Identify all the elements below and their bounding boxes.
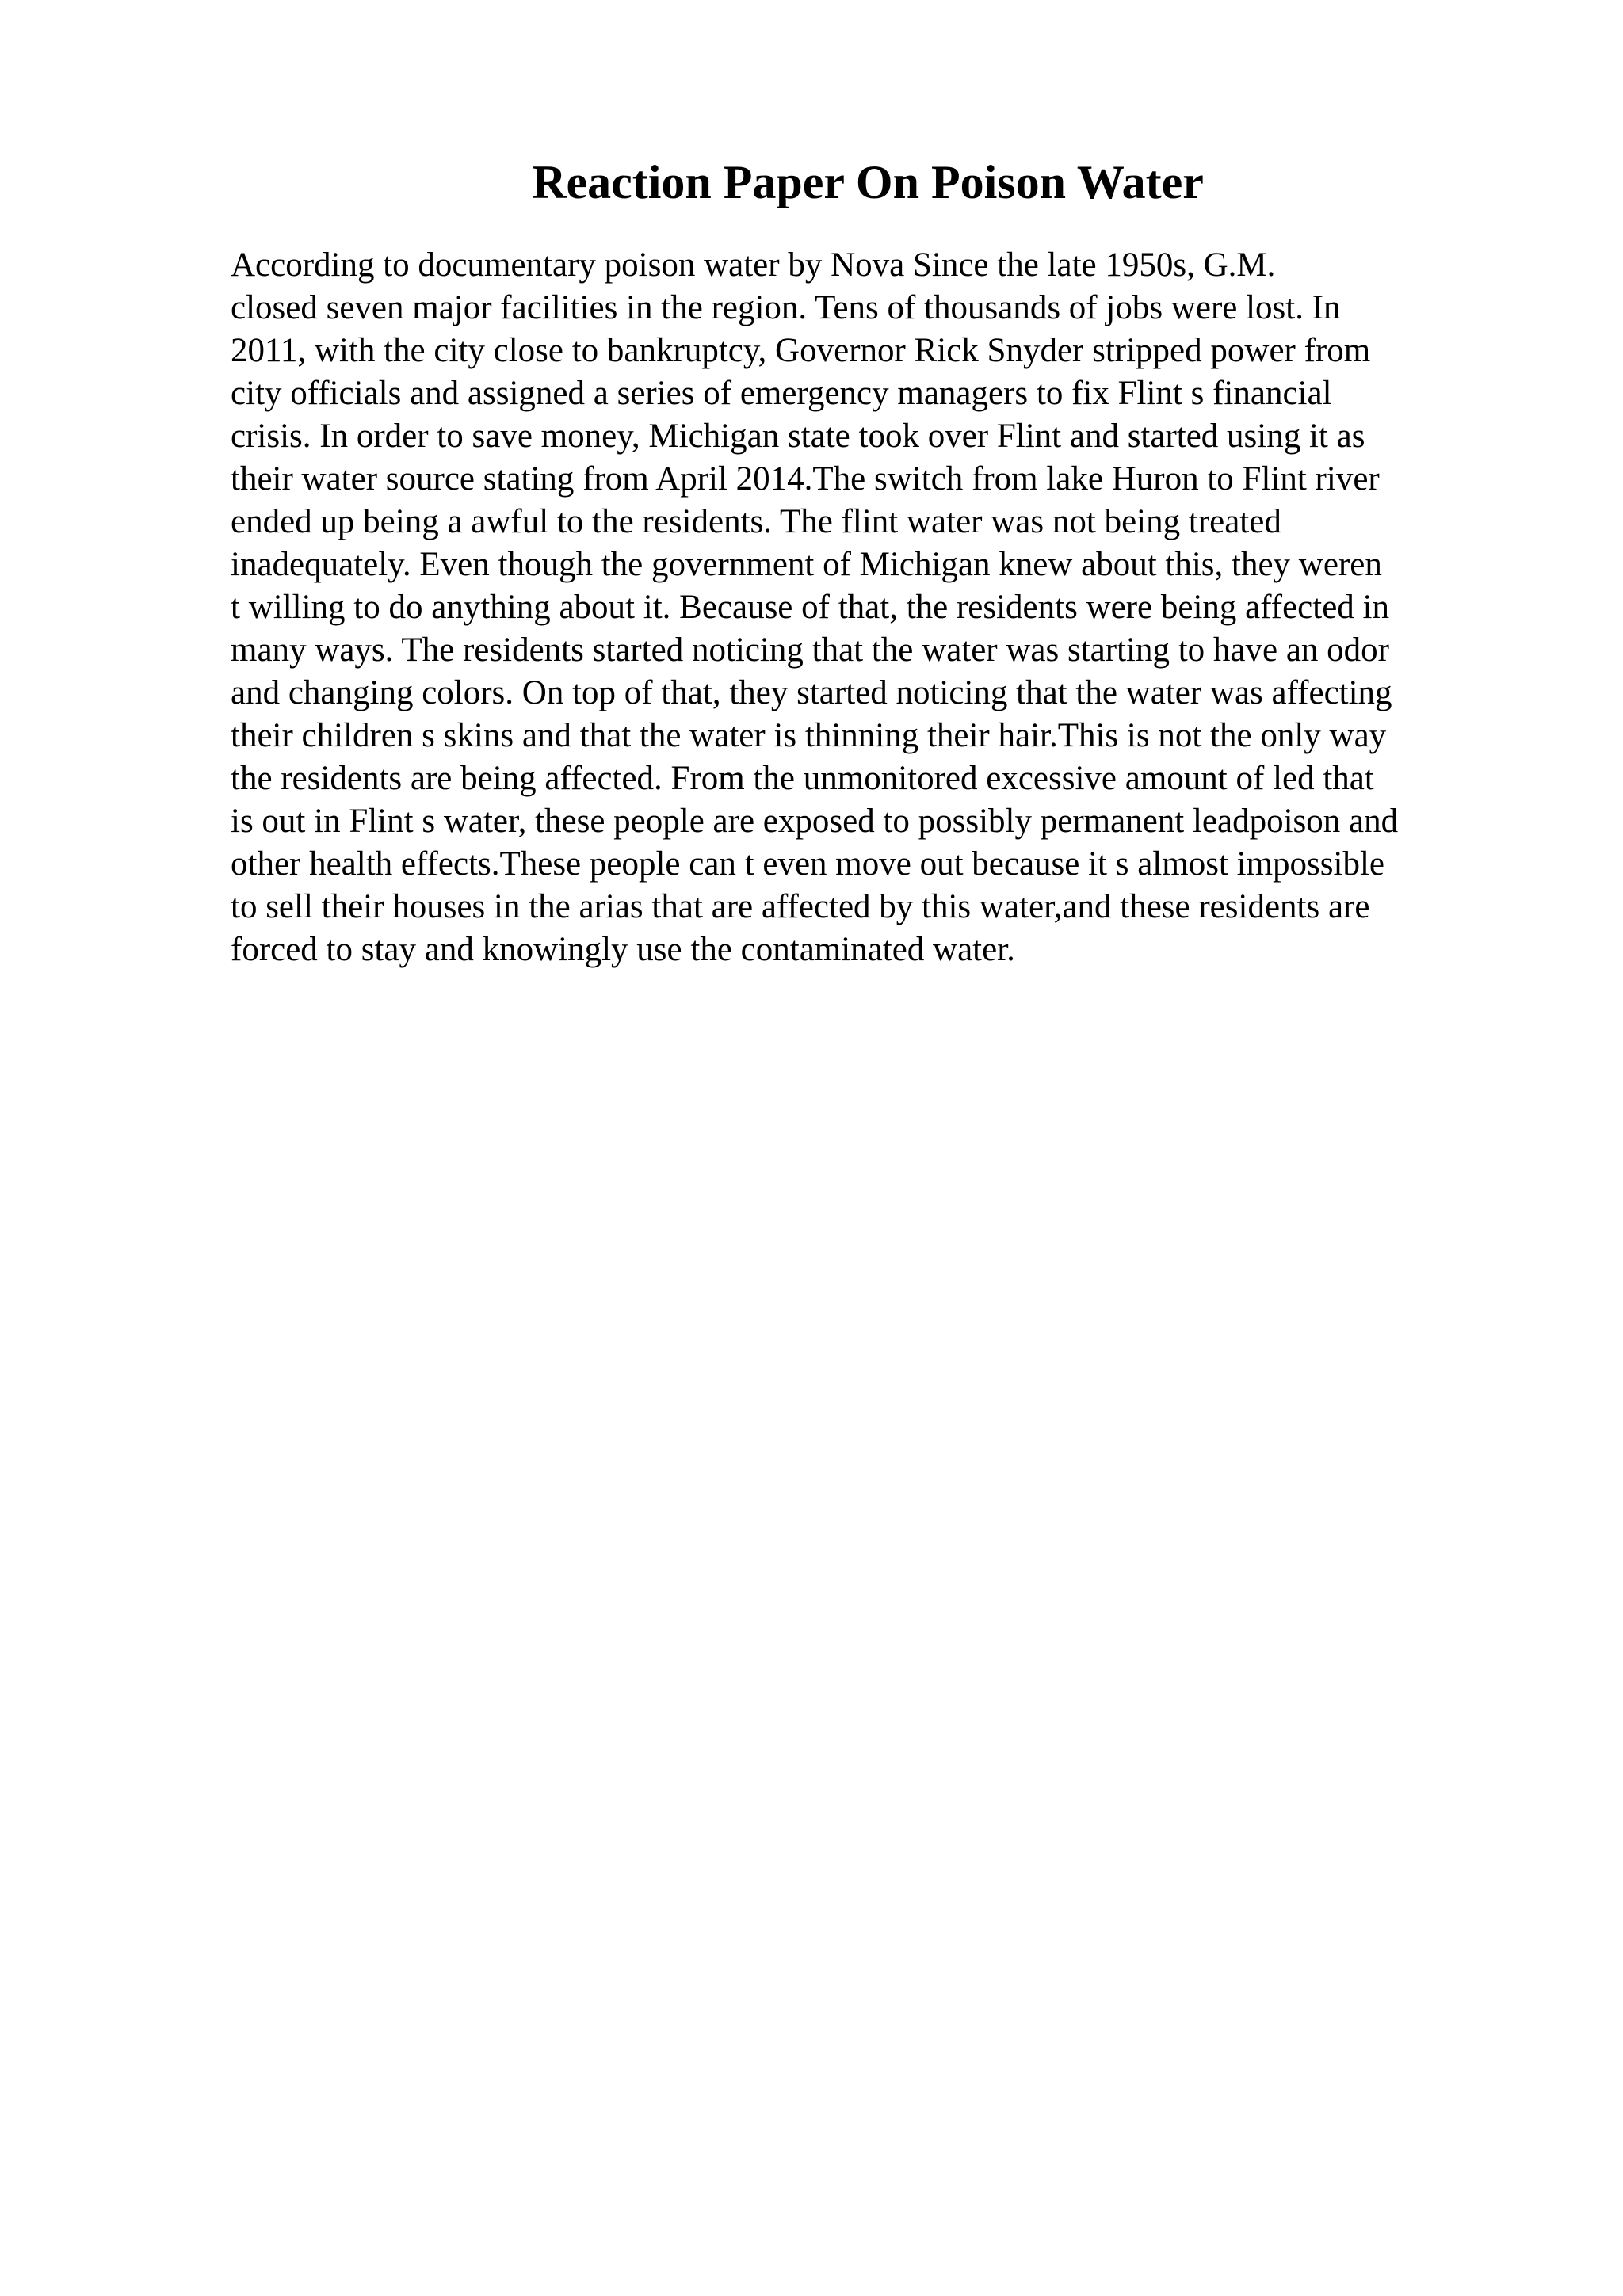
text-line: city officials and assigned a series of emergency managers to fix Flint s financial (231, 375, 1332, 412)
text-line: many ways. The residents started noticing that the water was starting to have an odor (231, 631, 1389, 669)
text-line: to sell their houses in the arias that are affected by this water,and these residents are (231, 888, 1370, 925)
text-line: the residents are being affected. From the unmonitored excessive amount of led that (231, 760, 1374, 797)
text-line: closed seven major facilities in the region. Tens of thousands of jobs were lost. In (231, 289, 1341, 326)
text-line: According to documentary poison water by Nova Since the late 1950s, G.M. (231, 246, 1276, 284)
text-line: inadequately. Even though the government of Michigan knew about this, they weren (231, 546, 1382, 583)
text-line: t willing to do anything about it. Because of that, the residents were being affected in (231, 589, 1389, 626)
text-line: crisis. In order to save money, Michigan state took over Flint and started using it as (231, 418, 1365, 455)
text-line: ended up being a awful to the residents. The flint water was not being treated (231, 503, 1281, 540)
text-line: other health effects.These people can t even move out because it s almost impossible (231, 845, 1384, 883)
text-line: is out in Flint s water, these people are exposed to possibly permanent leadpoison and (231, 803, 1399, 840)
text-line: and changing colors. On top of that, they started noticing that the water was affecting (231, 674, 1392, 711)
text-line: their children s skins and that the water is thinning their hair.This is not the only way (231, 717, 1387, 754)
page-title: Reaction Paper On Poison Water (532, 156, 1204, 208)
text-line: 2011, with the city close to bankruptcy, Governor Rick Snyder stripped power from (231, 332, 1371, 369)
body-paragraph (231, 244, 1530, 971)
text-line: forced to stay and knowingly use the contaminated water. (231, 931, 1015, 968)
text-line: their water source stating from April 2014.The switch from lake Huron to Flint river (231, 460, 1380, 498)
